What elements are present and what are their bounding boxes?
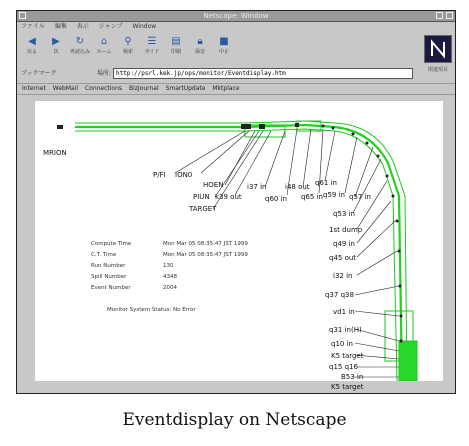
run-info-panel — [91, 239, 248, 294]
guide-icon: ☰ — [147, 36, 157, 47]
info-row: C.T. Time Mon Mar 05 08:35:47 JST 1999 — [91, 252, 248, 258]
link-smartupdate[interactable]: SmartUpdate — [165, 85, 206, 92]
print-button[interactable]: ▤ 印刷 — [170, 36, 181, 55]
label-k5-target-2: K5 target — [331, 383, 364, 391]
link-mktplace[interactable]: Mktplace — [212, 85, 240, 92]
related-button[interactable]: 関連項目 — [427, 67, 448, 73]
personal-toolbar — [17, 83, 455, 95]
label-q65-in: q65 in — [301, 193, 323, 201]
url-input[interactable] — [113, 68, 413, 79]
label-q59-in: q59 in — [323, 191, 345, 199]
menu-window[interactable]: Window — [132, 23, 157, 30]
home-button[interactable]: ⌂ ホーム — [96, 36, 112, 55]
label-pfi: P/FI — [153, 171, 166, 179]
maximize-icon[interactable] — [446, 12, 453, 19]
print-icon: ▤ — [171, 36, 181, 47]
label-q31-in: q31 in(H) — [329, 326, 362, 334]
link-connections[interactable]: Connections — [84, 85, 123, 92]
menu-file[interactable]: ファイル — [21, 23, 45, 30]
monitor-status: Monitor System Status: No Error — [107, 307, 196, 313]
label-b53-in: B53 in — [341, 373, 364, 381]
menu-bar — [17, 22, 455, 32]
forward-icon: ▶ — [52, 36, 60, 47]
label-q49-in: q49 in — [333, 240, 355, 248]
search-button[interactable]: ⚲ 検索 — [122, 36, 133, 55]
event-display-content[interactable] — [35, 101, 443, 391]
info-row: Compute Time Mon Mar 05 08:35:47 JST 1999 — [91, 241, 248, 247]
label-q53-in: q53 in — [333, 210, 355, 218]
link-webmail[interactable]: WebMail — [52, 85, 79, 92]
stop-button[interactable]: ■ 中止 — [218, 36, 229, 55]
label-q10-in: q10 in — [331, 340, 353, 348]
window-title: Netscape: Window — [203, 12, 269, 20]
menu-go[interactable]: ジャンプ — [98, 23, 123, 30]
back-button[interactable]: ◀ 戻る — [26, 36, 37, 55]
label-q45-out: q45 out — [329, 254, 357, 262]
security-icon: 🔒︎ — [197, 36, 203, 47]
link-internet[interactable]: Internet — [22, 85, 46, 92]
label-1st-dump: 1st dump — [329, 226, 363, 234]
location-label: 場所: — [97, 70, 112, 77]
minimize-icon[interactable] — [436, 12, 443, 19]
info-row: Event Number 2004 — [91, 285, 177, 291]
search-icon: ⚲ — [124, 36, 132, 47]
menu-edit[interactable]: 編集 — [54, 23, 67, 30]
label-target: TARGET — [189, 205, 217, 213]
label-piun: PIUN — [193, 193, 210, 201]
label-k5-target-1: K5 target — [331, 352, 364, 360]
label-vd1-in: vd1 in — [333, 308, 355, 316]
forward-button[interactable]: ▶ 次 — [45, 35, 67, 63]
label-mrion: MRION — [43, 149, 67, 157]
back-icon: ◀ — [28, 36, 36, 47]
netscape-logo — [424, 35, 452, 63]
label-q60-in: q60 in — [265, 195, 287, 203]
location-bar — [17, 67, 455, 81]
label-q61-in: q61 in — [315, 179, 337, 187]
info-row: Run Number 130 — [91, 263, 174, 269]
beamline-box-4 — [399, 341, 417, 381]
reload-icon: ↻ — [75, 36, 85, 47]
reload-button[interactable]: ↻ 再読込み — [69, 36, 90, 55]
label-i32-in: i32 in — [333, 272, 353, 280]
guide-button[interactable]: ☰ ガイド — [144, 36, 160, 55]
label-q15-q16: q15 q16 — [329, 363, 358, 371]
navigation-toolbar — [17, 33, 455, 65]
title-bar[interactable] — [17, 11, 455, 22]
label-ion0: ION0 — [175, 171, 193, 179]
label-q57-in: q57 in — [349, 193, 371, 201]
home-icon: ⌂ — [100, 36, 108, 47]
label-i37-in: i37 in — [247, 183, 267, 191]
label-hoen: HOEN — [203, 181, 224, 189]
netscape-n-icon — [425, 36, 451, 62]
link-bizjournal[interactable]: BizJournal — [128, 85, 159, 92]
bookmarks-button[interactable]: ブックマーク — [21, 70, 57, 77]
label-k39-out: k39 out — [215, 193, 242, 201]
info-row: Spill Number 4348 — [91, 274, 177, 280]
figure-caption: Eventdisplay on Netscape — [122, 410, 347, 430]
stop-icon: ■ — [219, 36, 229, 47]
label-q37-q38: q37 q38 — [325, 291, 354, 299]
menu-view[interactable]: 表示 — [76, 23, 89, 30]
mrion-marker — [57, 125, 63, 129]
security-button[interactable]: 🔒︎ 保安 — [194, 36, 205, 55]
browser-window — [16, 10, 456, 394]
label-i48-out: i48 out — [285, 183, 310, 191]
